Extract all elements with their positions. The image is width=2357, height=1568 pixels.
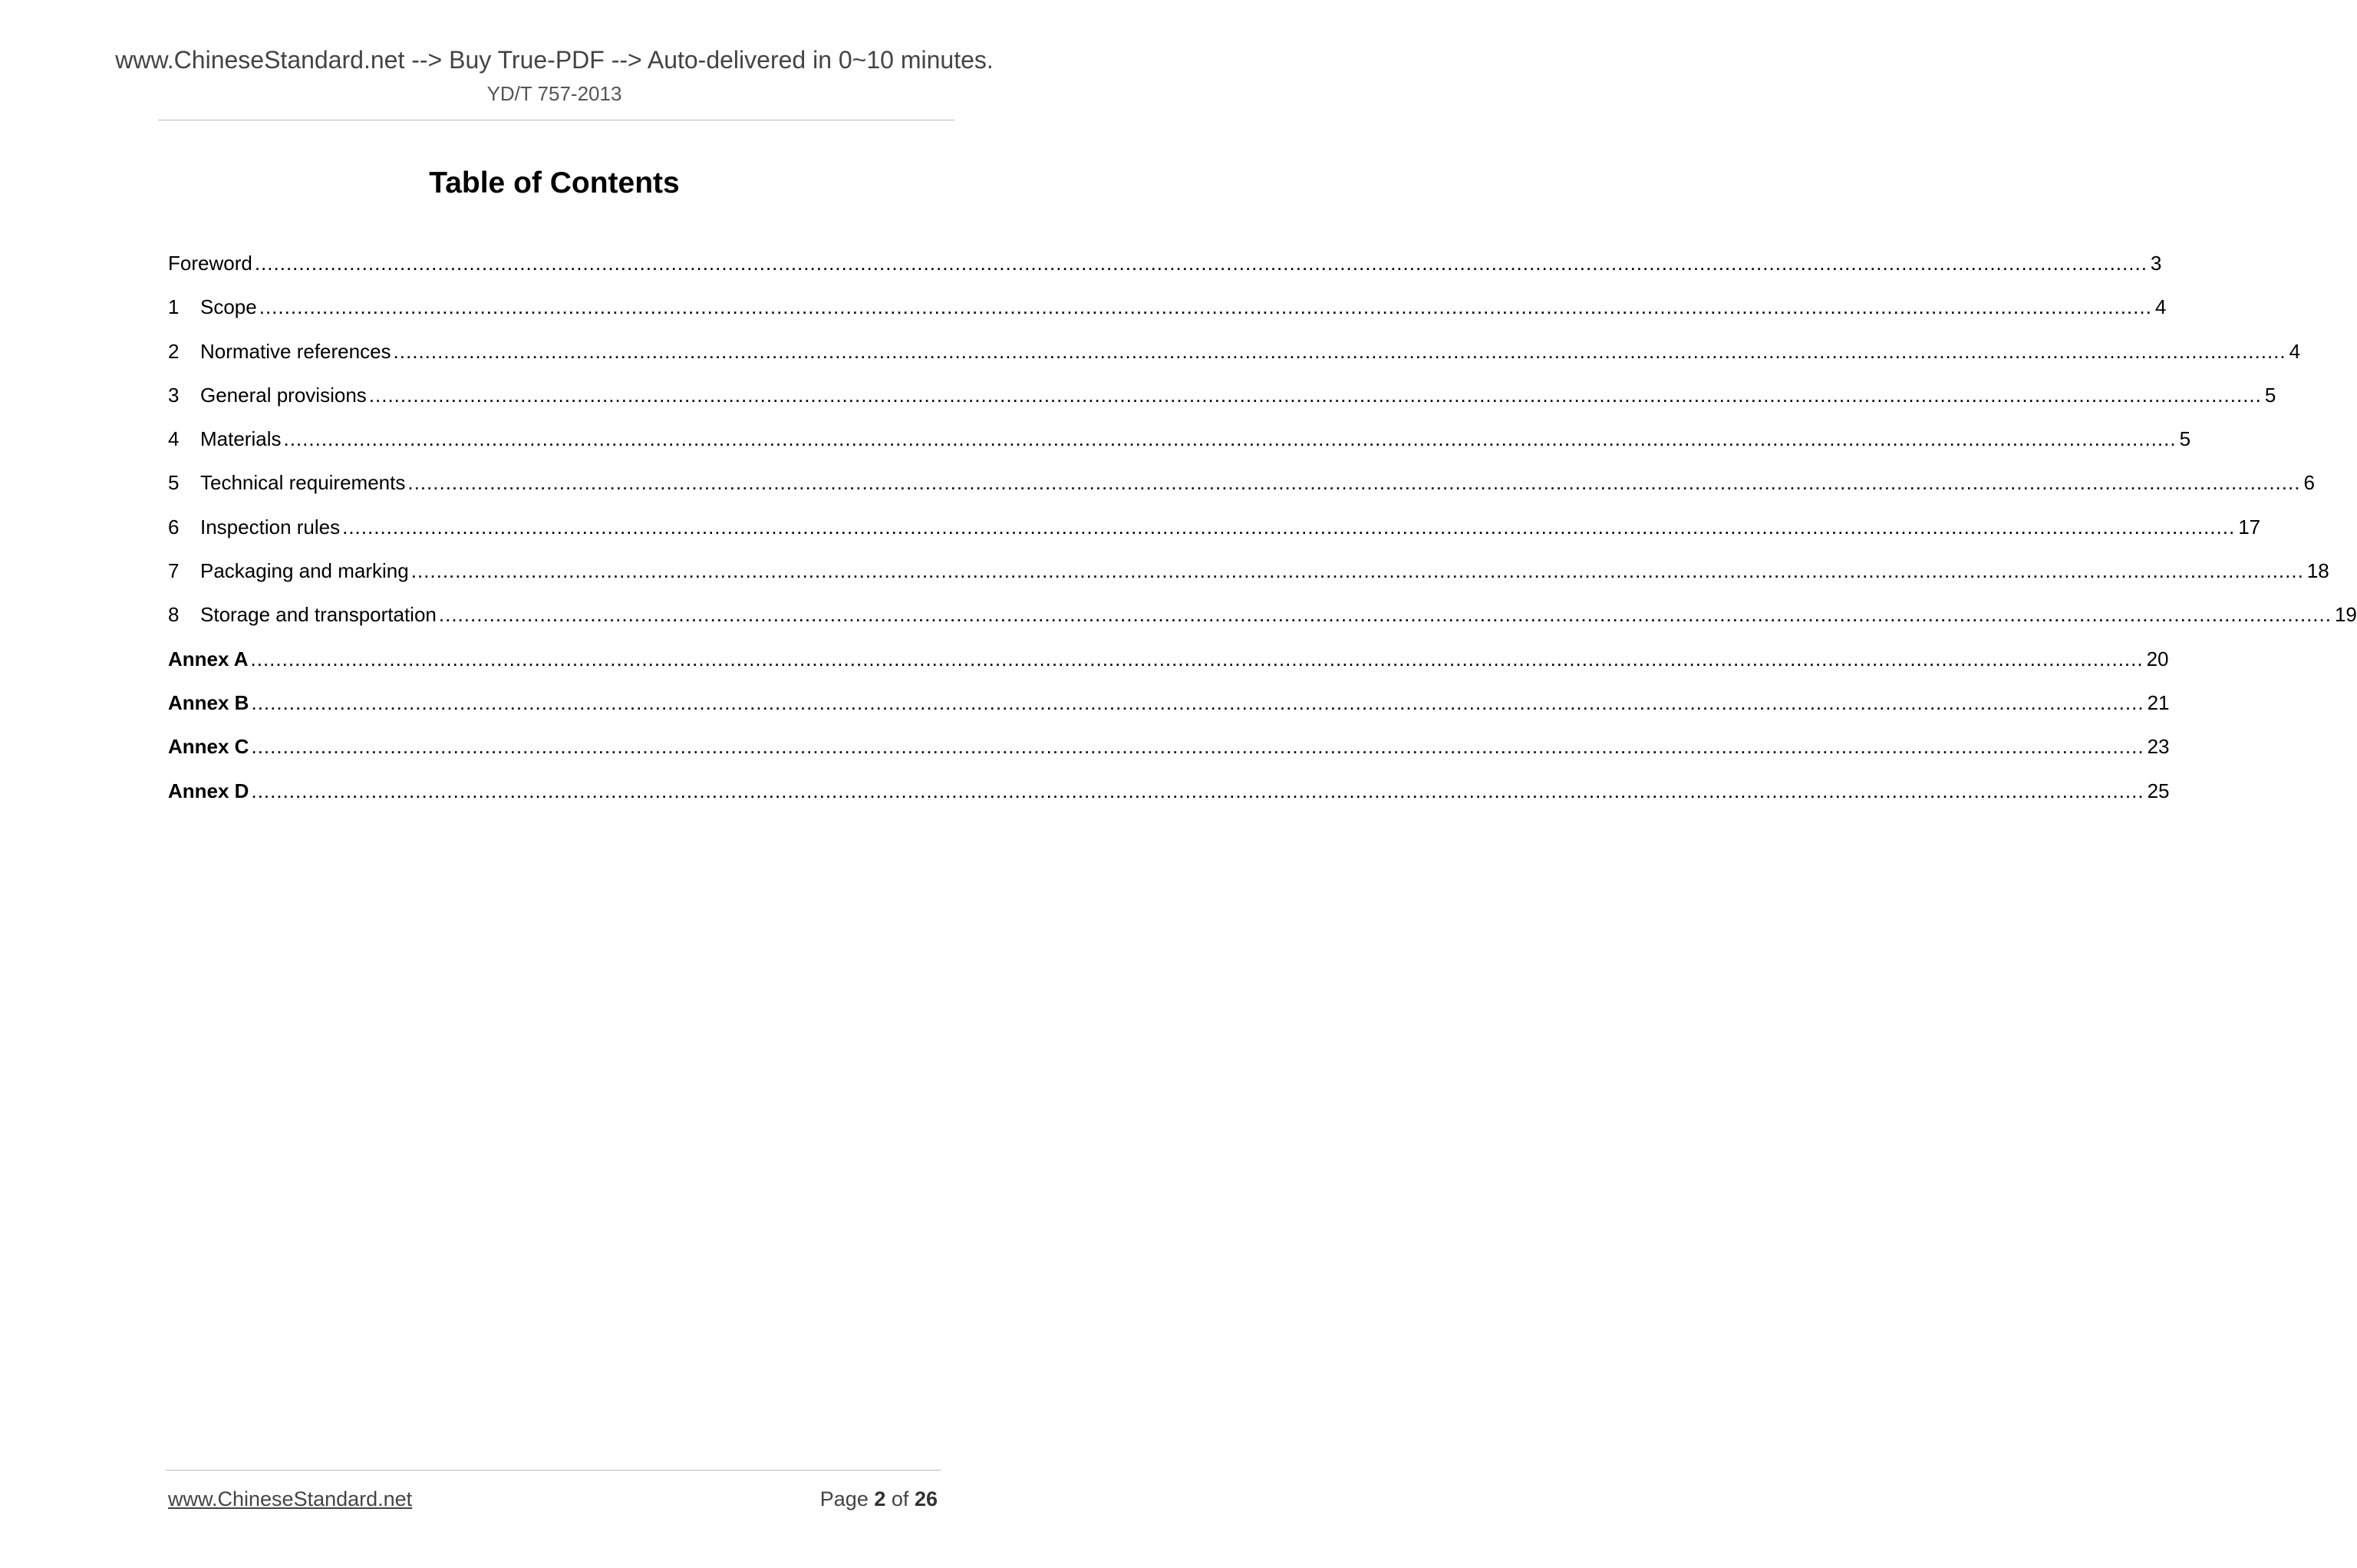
toc-entry[interactable] bbox=[168, 555, 2329, 599]
toc-entry-label: Storage and transportation bbox=[200, 603, 437, 627]
toc-entry-label: Annex D bbox=[168, 779, 249, 802]
toc-dot-leader: ............................................................................................................................................................................................................................................................................................................ bbox=[342, 515, 2236, 539]
toc-entry[interactable] bbox=[168, 731, 2170, 775]
toc-dot-leader: ............................................................................................................................................................................................................................................................................................................ bbox=[438, 603, 2332, 627]
toc-entry-page-number: 5 bbox=[2264, 383, 2276, 407]
toc-entry-number: 7 bbox=[168, 559, 180, 583]
toc-entry[interactable] bbox=[168, 423, 2191, 467]
header-site-banner: www.ChineseStandard.net --> Buy True-PDF --> Auto-delivered in 0~10 minutes. bbox=[115, 46, 994, 74]
toc-entry-page-number: 21 bbox=[2147, 690, 2170, 714]
toc-entry[interactable] bbox=[168, 512, 2261, 555]
toc-entry-label: Materials bbox=[200, 427, 282, 451]
toc-entry-page-number: 17 bbox=[2238, 515, 2261, 539]
footer-site-link[interactable]: www.ChineseStandard.net bbox=[168, 1487, 413, 1510]
footer-divider bbox=[166, 1470, 941, 1471]
toc-entry-page-number: 25 bbox=[2147, 779, 2170, 802]
toc-entry-label: Foreword bbox=[168, 252, 252, 275]
toc-entry-label: Annex B bbox=[168, 690, 249, 714]
toc-entry-page-number: 5 bbox=[2179, 427, 2191, 451]
page-prefix: Page bbox=[819, 1487, 869, 1510]
toc-entry-page-number: 20 bbox=[2146, 647, 2169, 670]
toc-entry-label: Annex C bbox=[168, 735, 249, 759]
toc-entry-label: Packaging and marking bbox=[200, 559, 409, 583]
toc-entry-label: Normative references bbox=[200, 339, 391, 363]
toc-entry-page-number: 18 bbox=[2306, 559, 2329, 583]
toc-entry-label: Inspection rules bbox=[200, 515, 341, 539]
toc-entry-number: 3 bbox=[168, 383, 180, 407]
toc-dot-leader: ............................................................................................................................................................................................................................................................................................................ bbox=[251, 735, 2144, 759]
page-of: of bbox=[891, 1487, 909, 1510]
toc-dot-leader: ............................................................................................................................................................................................................................................................................................................ bbox=[393, 339, 2286, 363]
toc-entry-page-number: 3 bbox=[2150, 252, 2162, 275]
header-document-number: YD/T 757-2013 bbox=[486, 82, 622, 105]
page-total: 26 bbox=[914, 1487, 938, 1510]
toc-entry[interactable] bbox=[168, 467, 2315, 511]
toc-entry-page-number: 19 bbox=[2334, 603, 2357, 627]
toc-entry-number: 8 bbox=[168, 603, 180, 627]
toc-entry-label: General provisions bbox=[200, 383, 367, 407]
toc-entry-number: 6 bbox=[168, 515, 180, 539]
toc-dot-leader: ............................................................................................................................................................................................................................................................................................................ bbox=[251, 779, 2144, 802]
toc-entry[interactable] bbox=[168, 644, 2169, 687]
toc-dot-leader: ............................................................................................................................................................................................................................................................................................................ bbox=[410, 559, 2304, 583]
toc-entry-label: Technical requirements bbox=[200, 471, 406, 495]
toc-entry-page-number: 4 bbox=[2154, 295, 2167, 319]
toc-entry-page-number: 4 bbox=[2289, 339, 2301, 363]
toc-entry[interactable] bbox=[168, 776, 2170, 819]
toc-entry[interactable] bbox=[168, 336, 2301, 380]
toc-entry[interactable] bbox=[168, 248, 2162, 292]
toc-dot-leader: ............................................................................................................................................................................................................................................................................................................ bbox=[250, 647, 2144, 670]
toc-entry-label: Annex A bbox=[168, 647, 249, 670]
footer-page-indicator bbox=[820, 1486, 938, 1512]
toc-entry-label: Scope bbox=[200, 295, 257, 319]
toc-entry-number: 4 bbox=[168, 427, 180, 451]
toc-dot-leader: ............................................................................................................................................................................................................................................................................................................ bbox=[254, 252, 2148, 275]
toc-entry-number: 2 bbox=[168, 339, 180, 363]
toc-entry[interactable] bbox=[168, 599, 2357, 643]
toc-entry[interactable] bbox=[168, 292, 2167, 335]
toc-entry-page-number: 23 bbox=[2147, 735, 2170, 759]
toc-entry[interactable] bbox=[168, 380, 2276, 423]
toc-entry[interactable] bbox=[168, 687, 2170, 731]
toc-dot-leader: ............................................................................................................................................................................................................................................................................................................ bbox=[259, 295, 2152, 319]
toc-entry-page-number: 6 bbox=[2303, 471, 2315, 495]
toc-title: Table of Contents bbox=[429, 166, 680, 199]
toc-entry-number: 1 bbox=[168, 295, 180, 319]
toc-dot-leader: ............................................................................................................................................................................................................................................................................................................ bbox=[251, 690, 2144, 714]
toc-entry-number: 5 bbox=[168, 471, 180, 495]
toc-list bbox=[168, 248, 2357, 819]
toc-dot-leader: ............................................................................................................................................................................................................................................................................................................ bbox=[407, 471, 2301, 495]
toc-dot-leader: ............................................................................................................................................................................................................................................................................................................ bbox=[283, 427, 2177, 451]
toc-dot-leader: ............................................................................................................................................................................................................................................................................................................ bbox=[368, 383, 2262, 407]
page-current: 2 bbox=[874, 1487, 886, 1510]
